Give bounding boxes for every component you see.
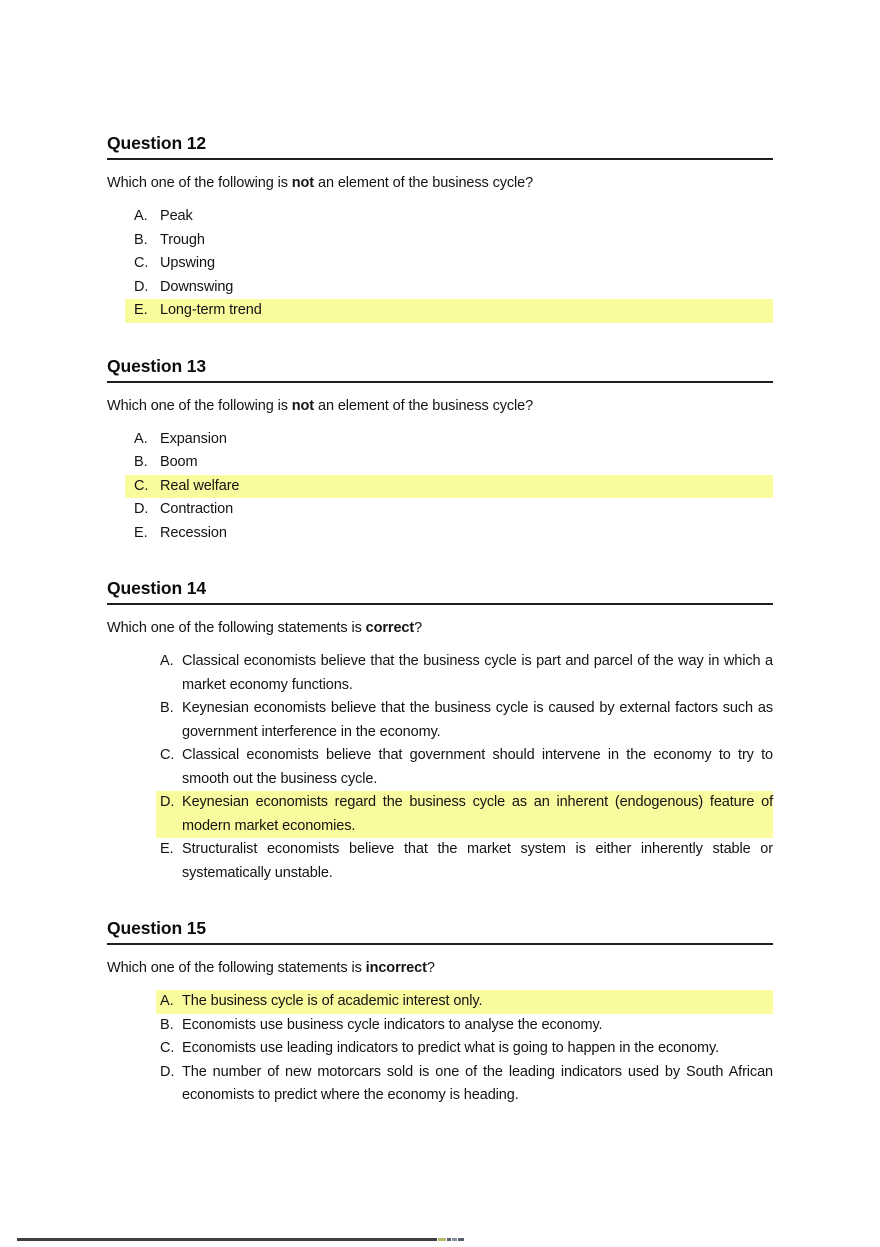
option-letter: C.: [160, 1040, 175, 1056]
option-letter: D.: [160, 794, 175, 810]
option-text: Real welfare: [160, 477, 240, 494]
footer-rule: [17, 1238, 464, 1241]
option-text: Upswing: [160, 255, 215, 271]
option-letter: B.: [134, 454, 148, 470]
question-12-heading: Question 12: [107, 133, 773, 160]
option-letter: B.: [134, 231, 148, 248]
prompt-bold-word: correct: [365, 620, 415, 636]
option-row: [125, 276, 773, 300]
option-text: Peak: [160, 208, 193, 224]
footer-rule-mark: [447, 1238, 451, 1241]
question-14-prompt: [107, 618, 773, 639]
prompt-text: an element of the business cycle?: [314, 397, 534, 414]
footer-rule-mark: [452, 1238, 457, 1241]
prompt-text: an element of the business cycle?: [314, 175, 534, 191]
options-list: [107, 990, 773, 1108]
option-letter: C.: [160, 747, 175, 763]
option-row: [156, 1061, 773, 1108]
options-list: [107, 428, 773, 546]
option-row-highlighted: [156, 791, 773, 838]
option-text: Economists use business cycle indicators to analyse the economy.: [182, 1016, 603, 1033]
option-text: Recession: [160, 524, 227, 541]
option-letter: D.: [160, 1063, 175, 1080]
options-list: [107, 650, 773, 885]
option-text: The number of new motorcars sold is one of the leading indicators used by South African economists to predict where the economy is heading.: [182, 1063, 773, 1103]
prompt-text: Which one of the following is: [107, 397, 292, 414]
question-section-15: [107, 918, 773, 1108]
option-row: [125, 205, 773, 229]
option-row: [125, 252, 773, 276]
option-letter: E.: [134, 302, 148, 318]
prompt-bold-word: not: [291, 175, 315, 191]
option-row: [156, 1037, 773, 1061]
question-section-13: [107, 356, 773, 546]
option-letter: D.: [134, 278, 149, 295]
prompt-bold-word: not: [291, 397, 315, 414]
option-text: Boom: [160, 454, 198, 470]
options-list: [107, 205, 773, 323]
prompt-text: Which one of the following statements is: [107, 960, 366, 976]
option-letter: C.: [134, 255, 149, 271]
option-text: Classical economists believe that government should intervene in the economy to try to smooth out the business cycle.: [182, 747, 773, 787]
option-text: Structuralist economists believe that the market system is either inherently stable or systematically unstable.: [182, 841, 773, 881]
option-row: [125, 451, 773, 475]
option-row: [125, 428, 773, 452]
question-section-12: [107, 133, 773, 323]
option-letter: C.: [134, 477, 149, 494]
option-row: [125, 229, 773, 253]
option-letter: E.: [160, 841, 174, 857]
option-text: Keynesian economists regard the business cycle as an inherent (endogenous) feature of modern market economies.: [182, 794, 773, 834]
option-text: The business cycle is of academic interest only.: [182, 993, 483, 1009]
option-row-highlighted: [125, 299, 773, 323]
option-row: [125, 522, 773, 546]
option-row: [125, 498, 773, 522]
option-row-highlighted: [125, 475, 773, 499]
prompt-text: Which one of the following is: [107, 175, 292, 191]
option-row: [156, 1014, 773, 1038]
option-text: Contraction: [160, 501, 234, 517]
option-text: Downswing: [160, 278, 234, 295]
option-text: Trough: [160, 231, 205, 248]
footer-rule-line: [17, 1238, 437, 1241]
option-text: Long-term trend: [160, 302, 262, 318]
option-text: Classical economists believe that the business cycle is part and parcel of the way in which a market economy functions.: [182, 653, 773, 693]
option-row: [156, 650, 773, 697]
option-letter: B.: [160, 1016, 174, 1033]
question-15-heading: Question 15: [107, 918, 773, 945]
option-text: Economists use leading indicators to predict what is going to happen in the economy.: [182, 1040, 720, 1056]
footer-rule-mark: [438, 1238, 446, 1241]
option-text: Keynesian economists believe that the business cycle is caused by external factors such as government interference in the economy.: [182, 700, 773, 740]
option-letter: A.: [134, 430, 148, 447]
question-13-heading: Question 13: [107, 356, 773, 383]
option-row: [156, 744, 773, 791]
option-letter: D.: [134, 501, 149, 517]
option-letter: A.: [134, 208, 148, 224]
prompt-text: ?: [426, 960, 435, 976]
prompt-text: Which one of the following statements is: [107, 620, 366, 636]
prompt-text: ?: [414, 620, 423, 636]
option-text: Expansion: [160, 430, 227, 447]
option-row: [156, 697, 773, 744]
question-14-heading: Question 14: [107, 578, 773, 605]
option-letter: A.: [160, 993, 174, 1009]
question-12-prompt: [107, 173, 773, 194]
question-15-prompt: [107, 958, 773, 979]
option-row-highlighted: [156, 990, 773, 1014]
question-section-14: [107, 578, 773, 885]
option-letter: A.: [160, 653, 174, 669]
prompt-bold-word: incorrect: [365, 960, 427, 976]
option-row: [156, 838, 773, 885]
option-letter: E.: [134, 524, 148, 541]
option-letter: B.: [160, 700, 174, 716]
footer-rule-mark: [458, 1238, 464, 1241]
question-13-prompt: [107, 396, 773, 417]
